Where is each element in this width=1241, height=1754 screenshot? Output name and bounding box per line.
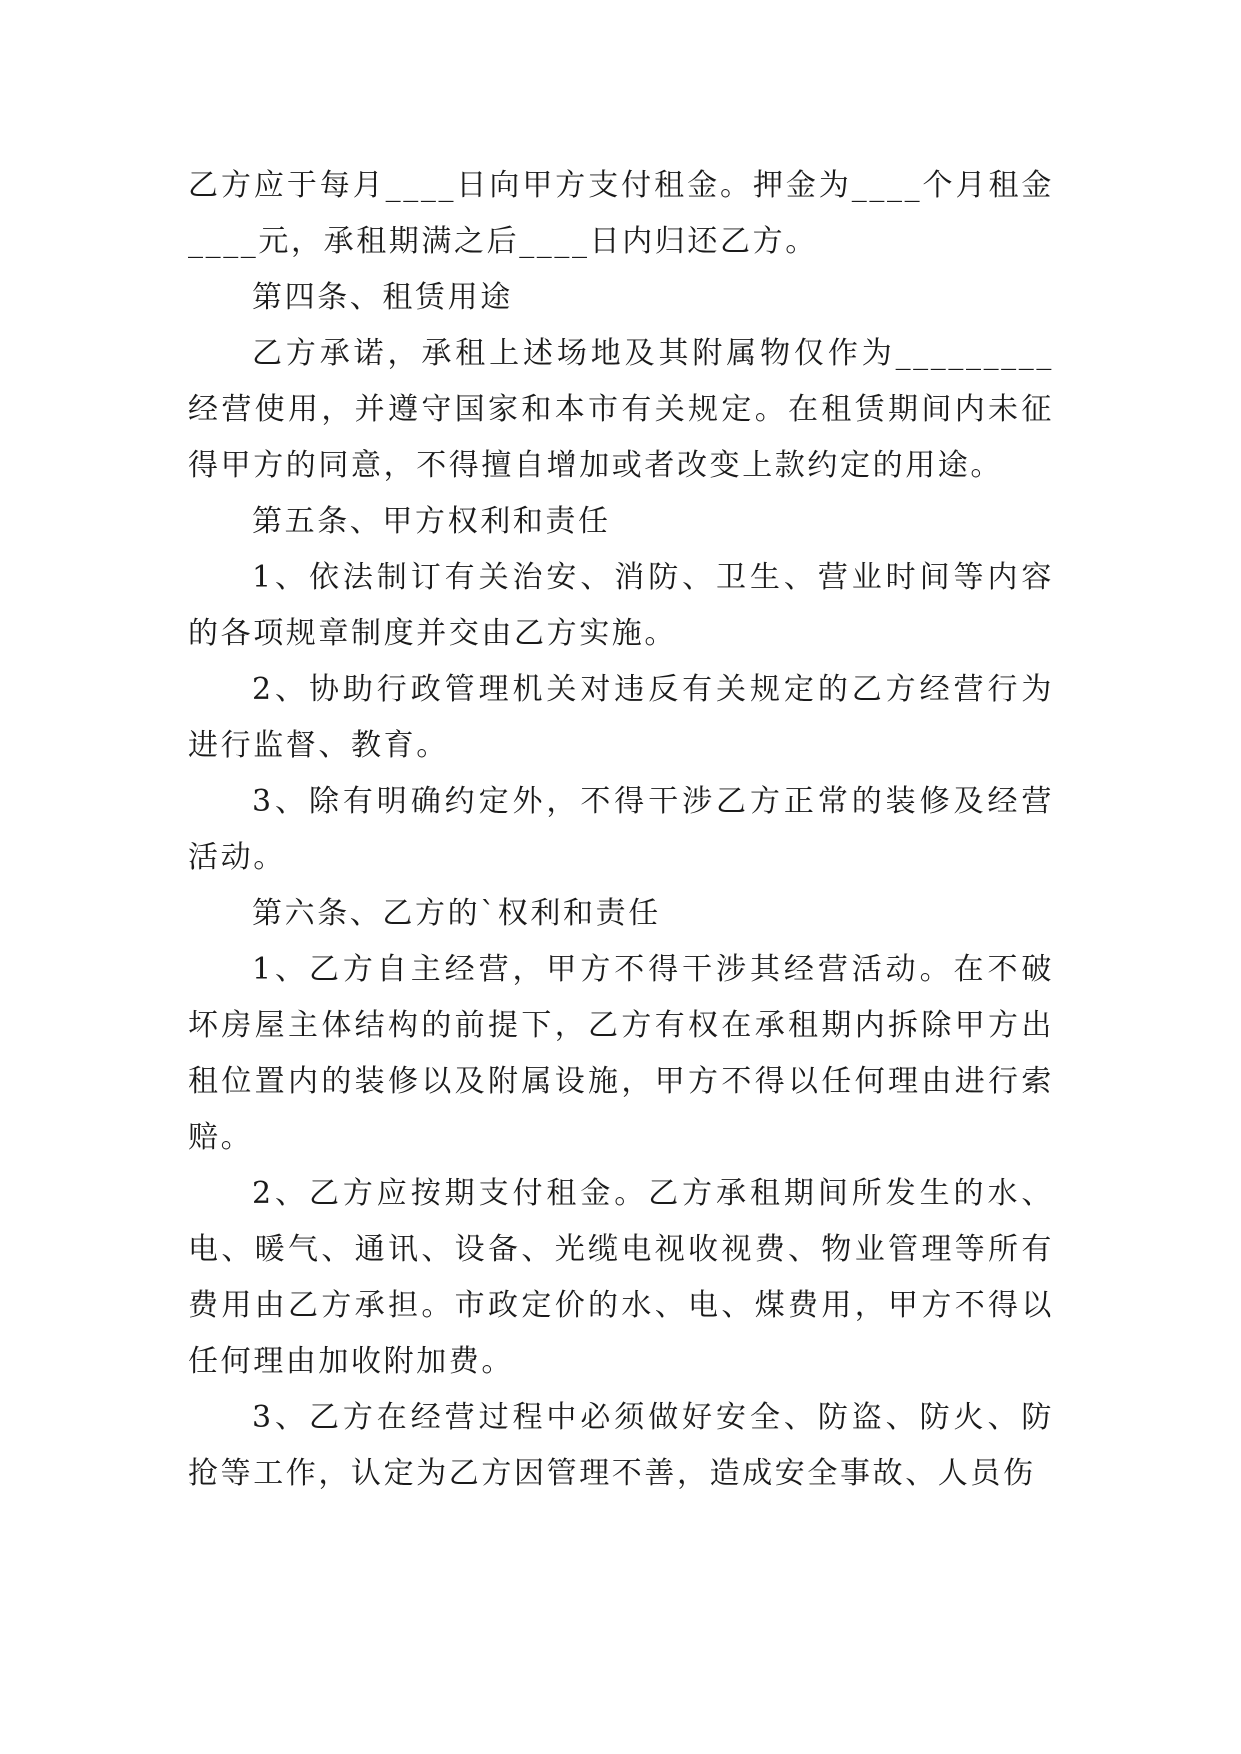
paragraph-rent-payment: 乙方应于每月____日向甲方支付租金。押金为____个月租金____元，承租期满之后____日内归还乙方。 (188, 168, 1054, 259)
paragraph-lease-use: 乙方承诺，承租上述场地及其附属物仅作为_________经营使用，并遵守国家和本市有关规定。在租赁期间内未征得甲方的同意，不得擅自增加或者改变上款约定的用途。 (188, 336, 1054, 483)
paragraph-party-b-duty-1: 1、乙方自主经营，甲方不得干涉其经营活动。在不破坏房屋主体结构的前提下，乙方有权在承租期内拆除甲方出租位置内的装修以及附属设施，甲方不得以任何理由进行索赔。 (188, 952, 1054, 1155)
heading-article-4: 第四条、租赁用途 (252, 280, 513, 315)
paragraph-party-a-duty-2: 2、协助行政管理机关对违反有关规定的乙方经营行为进行监督、教育。 (188, 672, 1054, 763)
heading-article-5: 第五条、甲方权利和责任 (252, 504, 611, 539)
heading-article-6: 第六条、乙方的`权利和责任 (252, 896, 661, 931)
paragraph-party-a-duty-1: 1、依法制订有关治安、消防、卫生、营业时间等内容的各项规章制度并交由乙方实施。 (188, 560, 1054, 651)
document-body (188, 158, 1054, 1502)
paragraph-party-b-duty-2: 2、乙方应按期支付租金。乙方承租期间所发生的水、电、暖气、通讯、设备、光缆电视收视费、物业管理等所有费用由乙方承担。市政定价的水、电、煤费用，甲方不得以任何理由加收附加费。 (188, 1176, 1054, 1379)
paragraph-party-a-duty-3: 3、除有明确约定外，不得干涉乙方正常的装修及经营活动。 (188, 784, 1054, 875)
paragraph-party-b-duty-3: 3、乙方在经营过程中必须做好安全、防盗、防火、防抢等工作，认定为乙方因管理不善，造成安全事故、人员伤 (188, 1400, 1054, 1491)
